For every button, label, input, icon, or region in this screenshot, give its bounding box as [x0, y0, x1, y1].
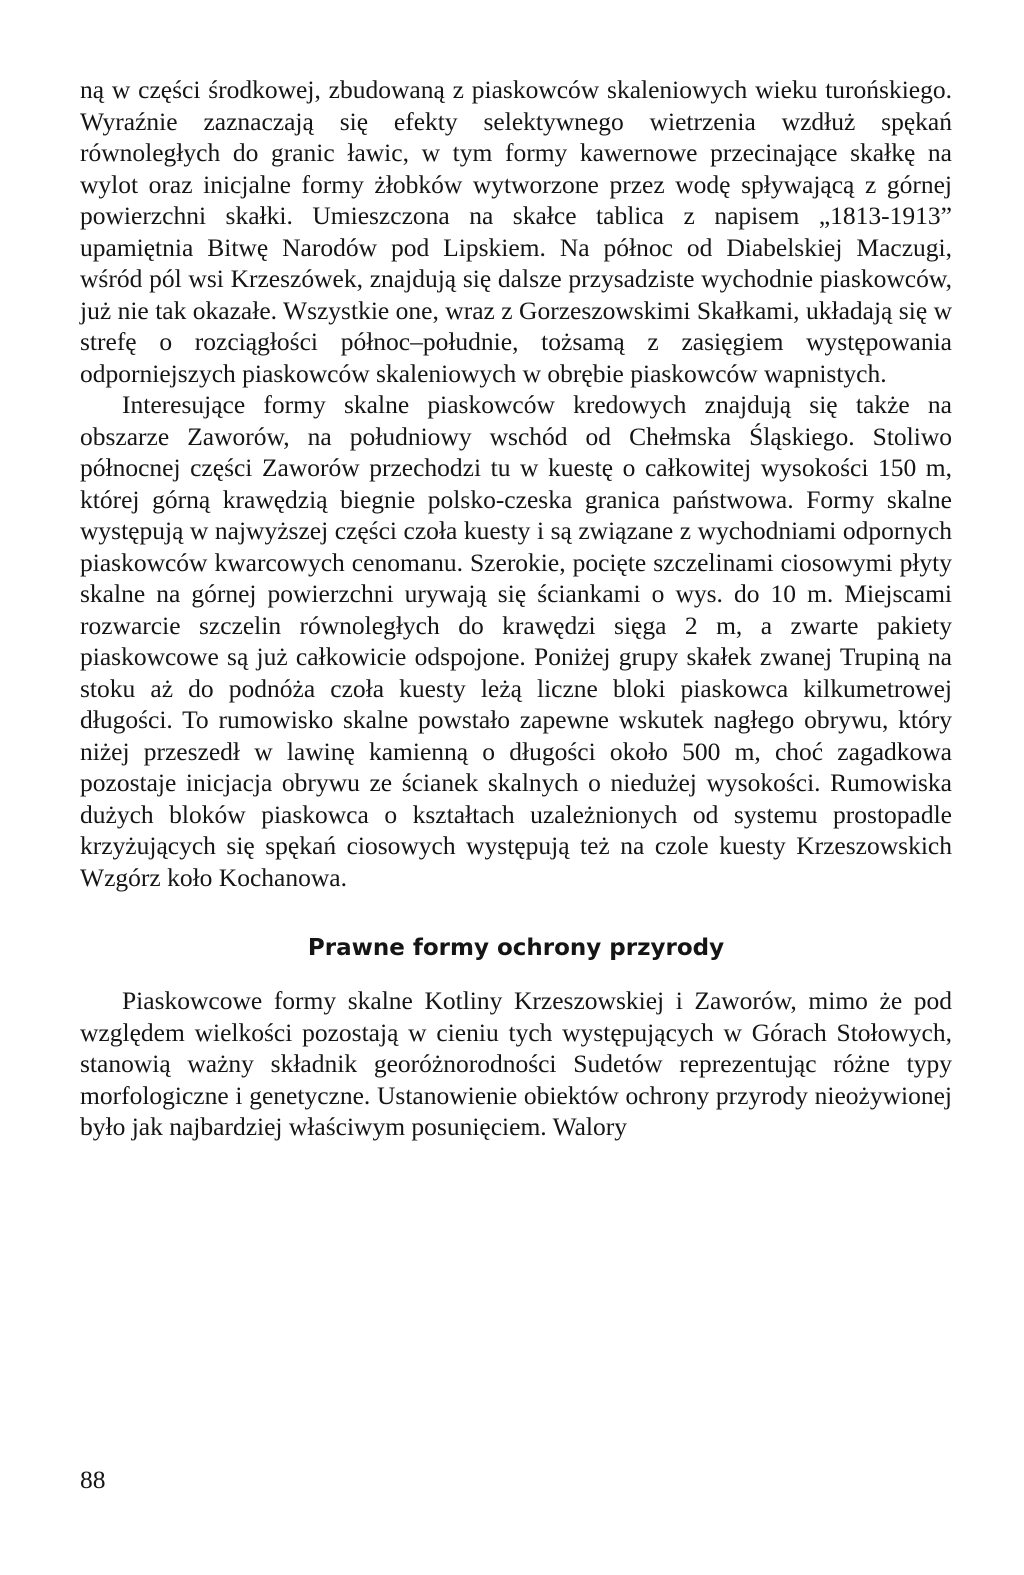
- paragraph-legal-protection: Piaskowcowe formy skalne Kotliny Krzeszowskiej i Zaworów, mimo że pod względem wielkości pozostają w cieniu tych występujących w Górach Stołowych, stanowią ważny składnik georóżnorodności Sudetów reprezentując różne typy morfologiczne i genetyczne. Ustanowienie obiektów ochrony przyrody nieożywionej było jak najbardziej właściwym posunięciem. Walory: [80, 986, 952, 1141]
- paragraph-continuation: ną w części środkowej, zbudowaną z piaskowców skaleniowych wieku turońskiego. Wyraźnie zaznaczają się efekty selektywnego wietrzenia wzdłuż spękań równoległych do granic ławic, w tym formy kawernowe przecinające skałkę na wylot oraz inicjalne formy żłobków wytworzone przez wodę spływającą z górnej powierzchni skałki. Umieszczona na skałce tablica z napisem „1813-1913” upamiętnia Bitwę Narodów pod Lipskiem. Na północ od Diabelskiej Maczugi, wśród pól wsi Krzeszówek, znajdują się dalsze przysadziste wychodnie piaskowców, już nie tak okazałe. Wszystkie one, wraz z Gorzeszowskimi Skałkami, układają się w strefę o rozciągłości północ–południe, tożsamą z zasięgiem występowania odporniejszych piaskowców skaleniowych w obrębie piaskowców wapnistych.: [80, 75, 952, 388]
- page-text: [80, 74, 952, 1143]
- page-number: 88: [80, 1465, 106, 1494]
- paragraph-zawory-rock-forms: Interesujące formy skalne piaskowców kredowych znajdują się także na obszarze Zaworów, na południowy wschód od Chełmska Śląskiego. Stoliwo północnej części Zaworów przechodzi tu w kuestę o całkowitej wysokości 150 m, której górną krawędzią biegnie polsko-czeska granica państwowa. Formy skalne występują w najwyższej części czoła kuesty i są związane z wychodniami odpornych piaskowców kwarcowych cenomanu. Szerokie, pocięte szczelinami ciosowymi płyty skalne na górnej powierzchni urywają się ściankami o wys. do 10 m. Miejscami rozwarcie szczelin równoległych do krawędzi sięga 2 m, a zwarte pakiety piaskowcowe są już całkowicie odspojone. Poniżej grupy skałek zwanej Trupiną na stoku aż do podnóża czoła kuesty leżą liczne bloki piaskowca kilkumetrowej długości. To rumowisko skalne powstało zapewne wskutek nagłego obrywu, który niżej przeszedł w lawinę kamienną o długości około 500 m, choć zagadkowa pozostaje inicjacja obrywu ze ścianek skalnych o niedużej wysokości. Rumowiska dużych bloków piaskowca o kształtach uzależnionych od systemu prostopadle krzyżujących się spękań ciosowych występują też na czole kuesty Krzeszowskich Wzgórz koło Kochanowa.: [80, 390, 952, 892]
- section-heading: Prawne formy ochrony przyrody: [307, 935, 725, 961]
